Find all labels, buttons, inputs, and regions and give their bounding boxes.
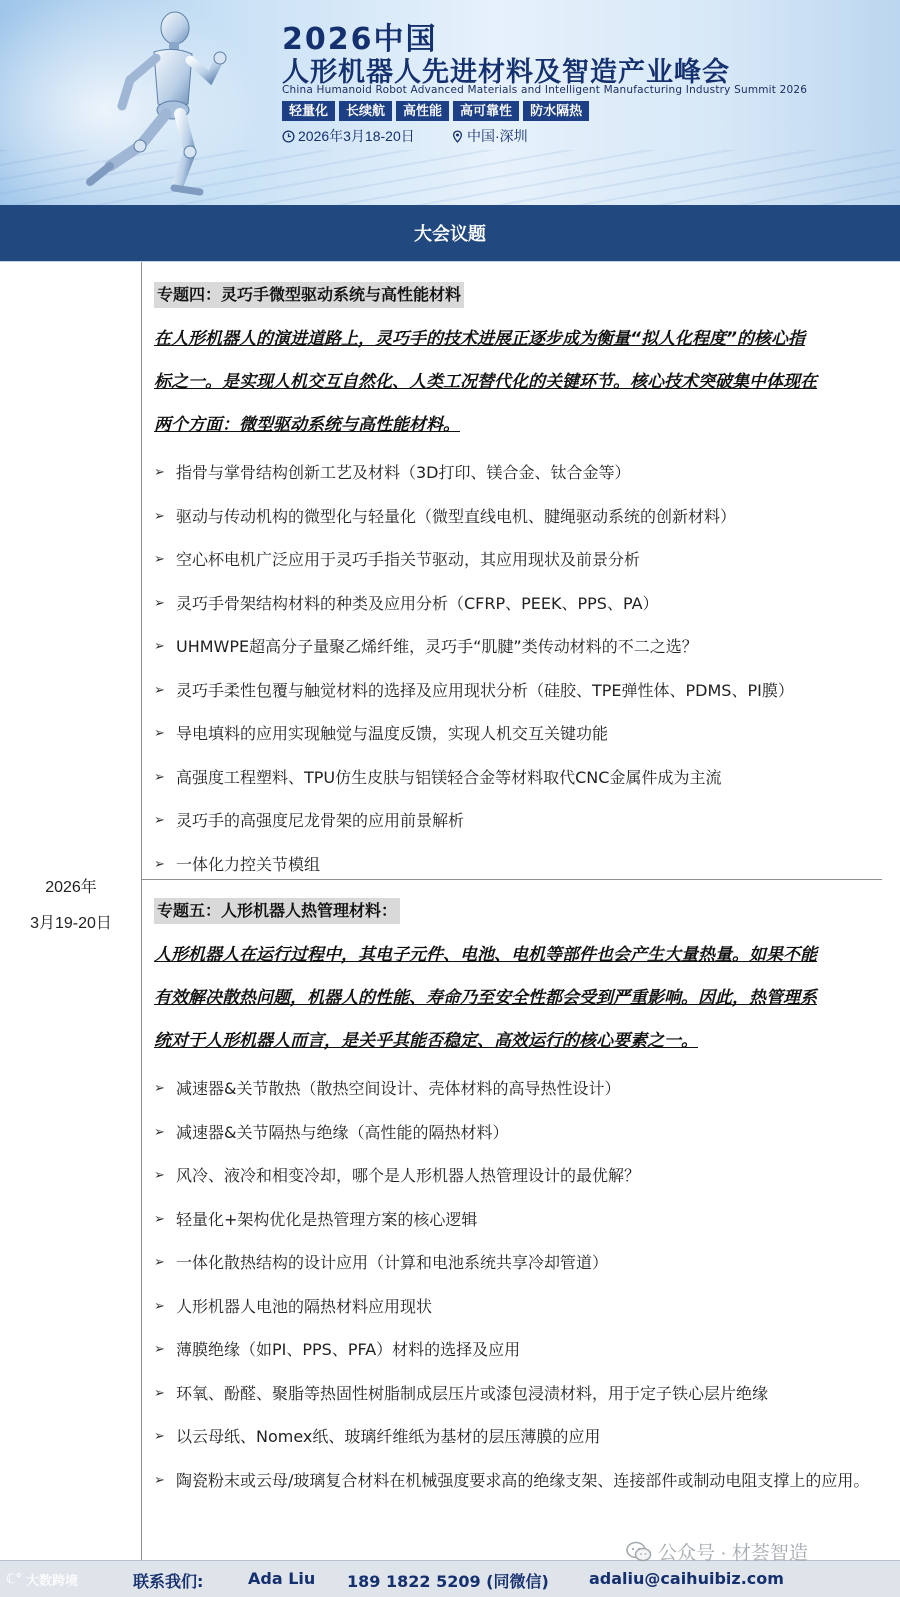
arrow-bullet-icon: ➢ xyxy=(154,1298,165,1314)
arrow-bullet-icon: ➢ xyxy=(154,1211,165,1227)
list-item xyxy=(154,1285,889,1329)
intro-line: 人形机器人在运行过程中，其电子元件、电池、电机等部件也会产生大量热量。如果不能 xyxy=(154,945,817,965)
watermark-left xyxy=(6,1570,78,1589)
list-item xyxy=(154,1154,889,1198)
location-pin-icon xyxy=(451,130,464,143)
clock-icon xyxy=(282,130,295,143)
banner-date-text: 2026年3月18-20日 xyxy=(298,128,415,144)
list-item-text: 灵巧手的高强度尼龙骨架的应用前景解析 xyxy=(176,811,465,830)
arrow-bullet-icon: ➢ xyxy=(154,1472,165,1488)
date-year: 2026年 xyxy=(45,879,97,896)
intro-line: 有效解决散热问题，机器人的性能、寿命乃至安全性都会受到严重影响。因此，热管理系 xyxy=(154,988,817,1008)
list-item-text: 人形机器人电池的隔热材料应用现状 xyxy=(176,1296,433,1316)
list-item xyxy=(154,495,889,539)
banner-tag: 高性能 xyxy=(396,101,449,121)
arrow-bullet-icon: ➢ xyxy=(154,465,165,480)
topic-intro xyxy=(154,934,889,1063)
list-item-text: 陶瓷粉末或云母/玻璃复合材料在机械强度要求高的绝缘支架、连接部件或制动电阻支撑上的应用。 xyxy=(176,1470,870,1490)
banner-date xyxy=(282,126,415,146)
arrow-bullet-icon: ➢ xyxy=(154,1385,165,1401)
intro-line: 统对于人形机器人而言，是关乎其能否稳定、高效运行的核心要素之一。 xyxy=(154,1031,698,1051)
contact-email[interactable]: adaliu@caihuibiz.com xyxy=(589,1569,784,1588)
topic-heading: 专题五：人形机器人热管理材料： xyxy=(154,898,400,924)
banner-title-english: China Humanoid Robot Advanced Materials and Intelligent Manufacturing Industry Summit 2026 xyxy=(282,84,808,96)
watermark-logo-icon: ℂ° xyxy=(6,1572,23,1587)
list-item-text: 空心杯电机广泛应用于灵巧手指关节驱动，其应用现状及前景分析 xyxy=(176,550,641,569)
arrow-bullet-icon: ➢ xyxy=(154,769,165,785)
list-item xyxy=(154,756,889,800)
banner-title: 2026中国 xyxy=(282,22,438,57)
arrow-bullet-icon: ➢ xyxy=(154,639,165,654)
arrow-bullet-icon: ➢ xyxy=(154,726,165,741)
topic-heading: 专题四：灵巧手微型驱动系统与高性能材料 xyxy=(154,282,464,308)
date-cell xyxy=(0,870,142,942)
list-item-text: UHMWPE超高分子量聚乙烯纤维，灵巧手“肌腱”类传动材料的不二之选？ xyxy=(176,637,698,656)
list-item xyxy=(154,799,889,843)
list-item-text: 以云母纸、Nomex纸、玻璃纤维纸为基材的层压薄膜的应用 xyxy=(176,1427,601,1446)
list-item xyxy=(154,843,889,887)
intro-line: 在人形机器人的演进道路上，灵巧手的技术进展正逐步成为衡量“拟人化程度”的核心指 xyxy=(154,329,805,349)
list-item-text: 灵巧手柔性包覆与触觉材料的选择及应用现状分析（硅胶、TPE弹性体、PDMS、PI膜） xyxy=(176,680,794,700)
arrow-bullet-icon: ➢ xyxy=(154,1124,165,1140)
date-days: 3月19-20日 xyxy=(30,915,112,932)
watermark-right-text: 公众号 · 材荟智造 xyxy=(658,1543,808,1564)
watermark-right xyxy=(626,1538,808,1565)
intro-line: 标之一。是实现人机交互自然化、人类工况替代化的关键环节。核心技术突破集中体现在 xyxy=(154,372,817,392)
section-title-bar xyxy=(0,205,900,262)
arrow-bullet-icon: ➢ xyxy=(154,1342,165,1357)
list-item xyxy=(154,1241,889,1285)
list-item xyxy=(154,669,889,713)
arrow-bullet-icon: ➢ xyxy=(154,856,165,872)
list-item xyxy=(154,1459,889,1503)
list-item-text: 风冷、液冷和相变冷却，哪个是人形机器人热管理设计的最优解？ xyxy=(176,1166,641,1185)
list-item-text: 指骨与掌骨结构创新工艺及材料（3D打印、镁合金、钛合金等） xyxy=(176,463,631,482)
arrow-bullet-icon: ➢ xyxy=(154,552,165,567)
watermark-left-text: 大数跨境 xyxy=(26,1574,79,1589)
banner-tag: 长续航 xyxy=(339,101,392,121)
topic-four xyxy=(154,282,889,886)
topic-item-list xyxy=(154,451,889,886)
summit-banner xyxy=(0,0,900,205)
banner-location-text: 中国·深圳 xyxy=(467,128,528,144)
list-item xyxy=(154,1198,889,1242)
list-item xyxy=(154,582,889,626)
list-item-text: 灵巧手骨架结构材料的种类及应用分析（CFRP、PEEK、PPS、PA） xyxy=(176,593,659,613)
list-item-text: 一体化力控关节模组 xyxy=(176,854,321,874)
contact-footer xyxy=(0,1560,900,1597)
arrow-bullet-icon: ➢ xyxy=(154,813,165,828)
banner-tag: 高可靠性 xyxy=(453,101,519,121)
list-item xyxy=(154,1372,889,1416)
arrow-bullet-icon: ➢ xyxy=(154,1429,165,1444)
topic-item-list xyxy=(154,1067,889,1502)
arrow-bullet-icon: ➢ xyxy=(154,595,165,611)
list-item xyxy=(154,1067,889,1111)
list-item xyxy=(154,625,889,669)
list-item-text: 减速器&关节隔热与绝缘（高性能的隔热材料） xyxy=(176,1122,509,1142)
topic-intro xyxy=(154,318,889,447)
contact-label: 联系我们: xyxy=(133,1572,204,1591)
contact-phone: 189 1822 5209 (同微信) xyxy=(347,1572,549,1591)
topic-five xyxy=(154,898,889,1502)
arrow-bullet-icon: ➢ xyxy=(154,1168,165,1183)
banner-tag: 轻量化 xyxy=(282,101,335,121)
date-column xyxy=(0,262,142,1562)
running-robot-icon xyxy=(70,6,240,198)
list-item xyxy=(154,712,889,756)
banner-tag: 防水隔热 xyxy=(523,101,589,121)
list-item xyxy=(154,1111,889,1155)
contact-name: Ada Liu xyxy=(248,1569,316,1588)
list-item xyxy=(154,538,889,582)
arrow-bullet-icon: ➢ xyxy=(154,1081,165,1096)
list-item-text: 轻量化+架构优化是热管理方案的核心逻辑 xyxy=(176,1209,478,1229)
list-item-text: 导电填料的应用实现触觉与温度反馈，实现人机交互关键功能 xyxy=(176,724,609,743)
list-item-text: 驱动与传动机构的微型化与轻量化（微型直线电机、腱绳驱动系统的创新材料） xyxy=(176,506,737,526)
list-item xyxy=(154,1415,889,1459)
banner-subtitle: 人形机器人先进材料及智造产业峰会 xyxy=(282,57,730,88)
banner-tags xyxy=(282,101,589,121)
list-item-text: 环氧、酚醛、聚脂等热固性树脂制成层压片或漆包浸渍材料，用于定子铁心层片绝缘 xyxy=(176,1383,769,1403)
agenda-table xyxy=(0,262,900,1562)
wechat-icon xyxy=(626,1541,652,1563)
list-item xyxy=(154,451,889,495)
list-item-text: 高强度工程塑料、TPU仿生皮肤与铝镁轻合金等材料取代CNC金属件成为主流 xyxy=(176,767,722,787)
section-title: 大会议题 xyxy=(414,224,486,245)
list-item-text: 薄膜绝缘（如PI、PPS、PFA）材料的选择及应用 xyxy=(176,1340,521,1359)
list-item-text: 减速器&关节散热（散热空间设计、壳体材料的高导热性设计） xyxy=(176,1079,621,1098)
arrow-bullet-icon: ➢ xyxy=(154,508,165,524)
list-item-text: 一体化散热结构的设计应用（计算和电池系统共享冷却管道） xyxy=(176,1253,609,1272)
intro-line: 两个方面：微型驱动系统与高性能材料。 xyxy=(154,415,460,435)
arrow-bullet-icon: ➢ xyxy=(154,682,165,698)
arrow-bullet-icon: ➢ xyxy=(154,1255,165,1270)
list-item xyxy=(154,1328,889,1372)
banner-location xyxy=(451,126,528,146)
